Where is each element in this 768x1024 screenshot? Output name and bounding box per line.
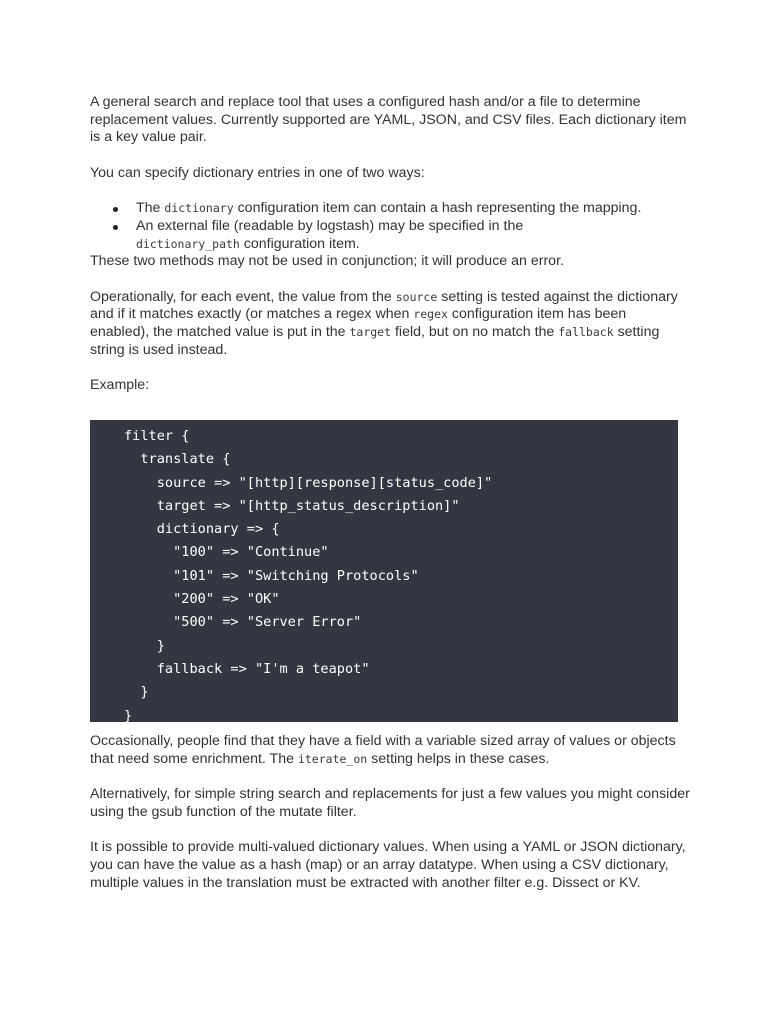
alternatively-paragraph: Alternatively, for simple string search and replacements for just a few values you might consider using the gsub function of the mutate filter. bbox=[90, 786, 690, 820]
code-line: filter { bbox=[124, 428, 190, 444]
example-label: Example: bbox=[90, 377, 150, 394]
operation-text-3: configuration item has been enabled), the matched value is put in the bbox=[90, 306, 627, 340]
occasionally-text-1: Occasionally, people find that they have a field with a variable sized array of values or objects that need some enrichment. The bbox=[90, 733, 676, 767]
code-line: "101" => "Switching Protocols" bbox=[124, 567, 419, 584]
intro-paragraph: A general search and replace tool that uses a configured hash and/or a file to determine replacement values. Currently supported are YAML, JSON, and CSV files. Each dictionary item is a key value pair. bbox=[90, 94, 687, 146]
code-example-block bbox=[90, 420, 678, 722]
inline-code-iterate-on: iterate_on bbox=[297, 751, 368, 766]
list-item bbox=[90, 200, 690, 218]
code-line: } bbox=[124, 684, 149, 701]
code-line: } bbox=[124, 637, 165, 654]
ways-lead: You can specify dictionary entries in one of two ways: bbox=[90, 164, 425, 181]
occasionally-paragraph bbox=[90, 733, 690, 768]
code-line: fallback => "I'm a teapot" bbox=[124, 660, 370, 677]
inline-code-fallback: fallback bbox=[558, 324, 614, 339]
operation-text-5: setting string is used instead. bbox=[90, 323, 660, 358]
code-line: translate { bbox=[124, 451, 231, 468]
inline-code-dictionary-path: dictionary_path bbox=[136, 236, 240, 251]
code-line: source => "[http][response][status_code]" bbox=[124, 474, 493, 491]
inline-code-dictionary: dictionary bbox=[164, 201, 234, 216]
code-line: "200" => "OK" bbox=[124, 591, 280, 608]
operation-text-2: setting is tested against the dictionary and if it matches exactly (or matches a regex when bbox=[90, 288, 678, 323]
code-line: target => "[http_status_description]" bbox=[124, 497, 460, 514]
occasionally-text-2: setting helps in these cases. bbox=[367, 750, 550, 767]
operation-text-1: Operationally, for each event, the value from the bbox=[90, 288, 396, 305]
bullet-text-pre: The bbox=[136, 200, 165, 217]
bullet-text-post: configuration item can contain a hash representing the mapping. bbox=[233, 200, 642, 217]
code-line: "500" => "Server Error" bbox=[124, 614, 362, 631]
code-line: "100" => "Continue" bbox=[124, 544, 329, 561]
code-line: dictionary => { bbox=[124, 521, 280, 538]
bullet-icon bbox=[113, 225, 118, 230]
code-line: } bbox=[124, 707, 133, 722]
document-body-lower bbox=[90, 733, 690, 892]
inline-code-source: source bbox=[395, 289, 438, 304]
operation-paragraph bbox=[90, 289, 690, 359]
bullet-text-post: configuration item. bbox=[239, 235, 360, 252]
dictionary-methods-list bbox=[90, 200, 690, 253]
conjunction-note: These two methods may not be used in conjunction; it will produce an error. bbox=[90, 253, 564, 270]
document-body bbox=[90, 94, 690, 395]
operation-text-4: field, but on no match the bbox=[391, 323, 559, 340]
bullet-icon bbox=[113, 207, 118, 212]
inline-code-regex: regex bbox=[413, 307, 448, 322]
inline-code-target: target bbox=[349, 324, 392, 339]
list-item bbox=[90, 218, 690, 253]
multivalued-paragraph: It is possible to provide multi-valued dictionary values. When using a YAML or JSON dictionary, you can have the value as a hash (map) or an array datatype. When using a CSV dictionary, multiple values in the translation must be extracted with another filter e.g. Dissect or KV. bbox=[90, 839, 686, 891]
bullet-text-pre: An external file (readable by logstash) may be specified in the bbox=[136, 217, 524, 234]
